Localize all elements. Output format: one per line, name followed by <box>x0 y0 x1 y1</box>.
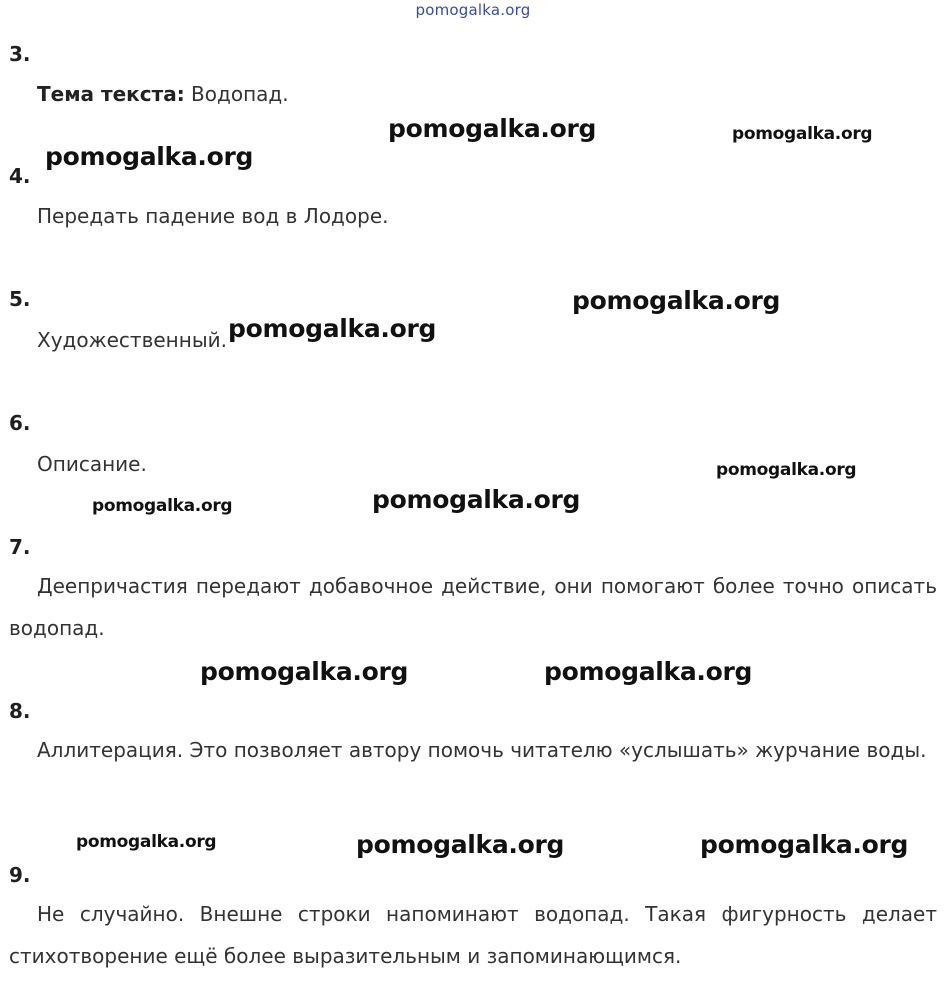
answer-9-number: 9. <box>9 863 31 887</box>
answer-4-number: 4. <box>9 164 31 188</box>
answer-5-text: Художественный. <box>37 328 227 352</box>
answer-3-number: 3. <box>9 42 31 66</box>
watermark: pomogalka.org <box>92 496 233 516</box>
watermark: pomogalka.org <box>732 124 873 144</box>
watermark: pomogalka.org <box>356 830 565 859</box>
watermark: pomogalka.org <box>45 142 254 171</box>
watermark: pomogalka.org <box>572 286 781 315</box>
header-watermark: pomogalka.org <box>415 1 531 19</box>
watermark: pomogalka.org <box>76 832 217 852</box>
answer-4-text: Передать падение вод в Лодоре. <box>37 204 389 228</box>
watermark: pomogalka.org <box>544 657 753 686</box>
answer-3-text <box>37 82 289 106</box>
answer-6-text: Описание. <box>37 452 147 476</box>
answer-8-text: Аллитерация. Это позволяет автору помочь читателю «услышать» журчание воды. <box>37 738 927 762</box>
watermark: pomogalka.org <box>228 314 437 343</box>
answer-8-number: 8. <box>9 699 31 723</box>
answer-6-number: 6. <box>9 411 31 435</box>
watermark: pomogalka.org <box>200 657 409 686</box>
answer-3-label: Тема текста: <box>37 82 185 106</box>
answer-7-text: Деепричастия передают добавочное действие, они помогают более точно описать водопад. <box>9 574 937 640</box>
answer-7-number: 7. <box>9 535 31 559</box>
watermark: pomogalka.org <box>372 485 581 514</box>
watermark: pomogalka.org <box>388 114 597 143</box>
answer-9-text: Не случайно. Внешне строки напоминают водопад. Такая фигурность делает стихотворение ещё более выразительным и запоминающимся. <box>9 902 937 968</box>
watermark: pomogalka.org <box>716 460 857 480</box>
answer-5-number: 5. <box>9 287 31 311</box>
watermark: pomogalka.org <box>700 830 909 859</box>
answer-3-value: Водопад. <box>191 82 289 106</box>
